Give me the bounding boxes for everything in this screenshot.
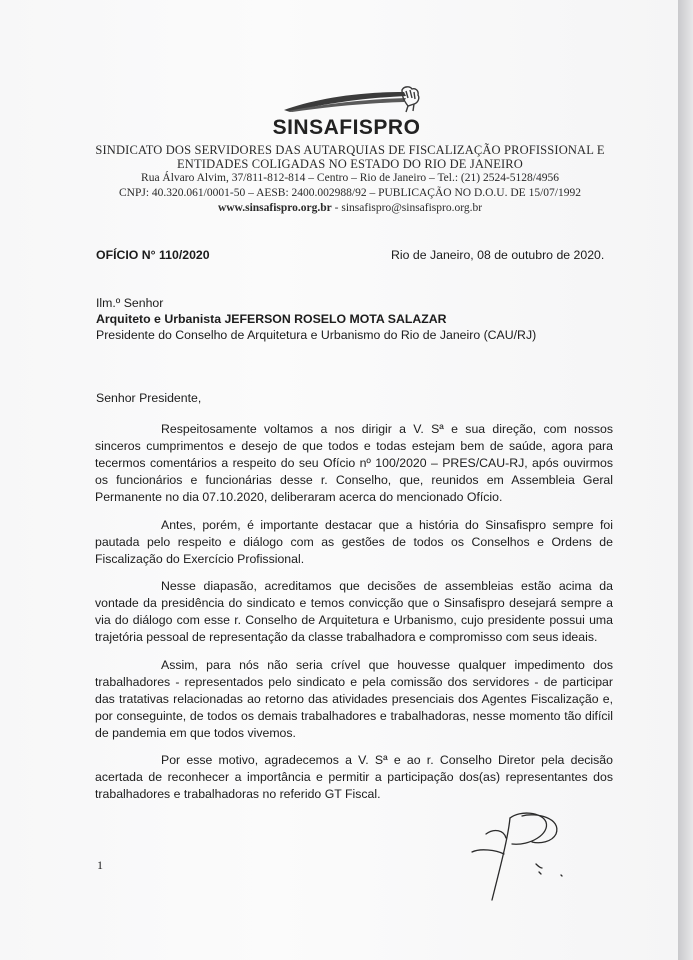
paragraph-line: tecermos comentários a respeito do seu Ofício nº 100/2020 – PRES/CAU-RJ, após ouvirmos [95, 456, 613, 471]
paragraph-line: acertada de reconhecer a importância e permitir a participação dos(as) representantes dos [95, 770, 613, 785]
union-address: Rua Álvaro Alvim, 37/811-812-814 – Centro – Rio de Janeiro – Tel.: (21) 2524-5128/4956 [141, 172, 559, 184]
recipient-name: Arquiteto e Urbanista JEFERSON ROSELO MOTA SALAZAR [96, 312, 447, 326]
paragraph-line: trabalhadores e trabalhadoras no referido GT Fiscal. [95, 787, 381, 802]
paragraph-line: trabalhadores - representados pelo sindicato e pela comissão dos servidores - de participar [95, 675, 613, 690]
union-name-line2: ENTIDADES COLIGADAS NO ESTADO DO RIO DE JANEIRO [177, 157, 523, 171]
paragraph-line: Respeitosamente voltamos a nos dirigir a V. Sª e sua direção, com nossos [161, 422, 613, 436]
paragraph-line: sinceros cumprimentos e desejo de que todos e todas estejam bem de saúde, agora para [95, 439, 613, 454]
union-logo [282, 86, 432, 118]
paragraph-line: via do diálogo com esse r. Conselho de Arquitetura e Urbanismo, cujo presidente possui uma [95, 613, 613, 628]
union-website[interactable]: www.sinsafispro.org.br [217, 202, 332, 214]
paragraph-2 [95, 517, 613, 568]
paragraph-line: das tratativas relacionadas ao retorno das atividades presenciais dos Agentes Fiscalização e, [95, 692, 613, 707]
paragraph-line: Permanente no dia 07.10.2020, deliberaram acerca do mencionado Ofício. [95, 490, 503, 505]
paragraph-line: por conseguinte, de todos os demais trabalhadores e trabalhadoras, nesse momento tão difícil [95, 709, 613, 724]
paragraph-line: Antes, porém, é importante destacar que a história do Sinsafispro sempre foi [161, 518, 613, 532]
union-email[interactable]: - sinsafispro@sinsafispro.org.br [331, 202, 483, 214]
brand-name: SINSAFISPRO [272, 116, 421, 139]
paragraph-1 [95, 421, 613, 506]
page-number: 1 [97, 858, 103, 872]
paragraph-line: trajetória pessoal de representação da classe trabalhadora e compromisso com seus ideais. [95, 630, 598, 645]
paragraph-line: pautada pelo respeito e diálogo com as gestões de todos os Conselhos e Ordens de [95, 535, 613, 550]
letter-greeting: Senhor Presidente, [96, 391, 202, 405]
union-contacts [0, 202, 693, 214]
paragraph-3 [95, 578, 613, 646]
letter-place-date: Rio de Janeiro, 08 de outubro de 2020. [391, 248, 605, 262]
paragraph-line: Assim, para nós não seria crível que houvesse qualquer impedimento dos [161, 658, 613, 672]
paragraph-line: de pandemia em que todos vivemos. [95, 726, 296, 741]
letter-reference: OFÍCIO N° 110/2020 [96, 248, 210, 262]
paragraph-line: vontade da presidência do sindicato e temos convicção que o Sinsafispro desejará sempre a [95, 596, 613, 611]
union-name-line1: SINDICATO DOS SERVIDORES DAS AUTARQUIAS DE FISCALIZAÇÃO PROFISSIONAL E [95, 143, 605, 157]
handwritten-signature [470, 808, 580, 913]
paragraph-5 [95, 752, 613, 803]
recipient-role: Presidente do Conselho de Arquitetura e Urbanismo do Rio de Janeiro (CAU/RJ) [96, 328, 537, 342]
union-registry: CNPJ: 40.320.061/0001-50 – AESB: 2400.002988/92 – PUBLICAÇÃO NO D.O.U. DE 15/07/1992 [119, 187, 581, 199]
paragraph-4 [95, 657, 613, 742]
paragraph-line: os funcionários e funcionárias desse r. Conselho, que, reunidos em Assembleia Geral [95, 473, 613, 488]
recipient-title: Ilm.º Senhor [96, 296, 164, 310]
paragraph-line: Por esse motivo, agradecemos a V. Sª e ao r. Conselho Diretor pela decisão [161, 753, 613, 767]
paragraph-line: Fiscalização do Exercício Profissional. [95, 552, 305, 567]
paragraph-line: Nesse diapasão, acreditamos que decisões de assembleias estão acima da [161, 579, 613, 593]
